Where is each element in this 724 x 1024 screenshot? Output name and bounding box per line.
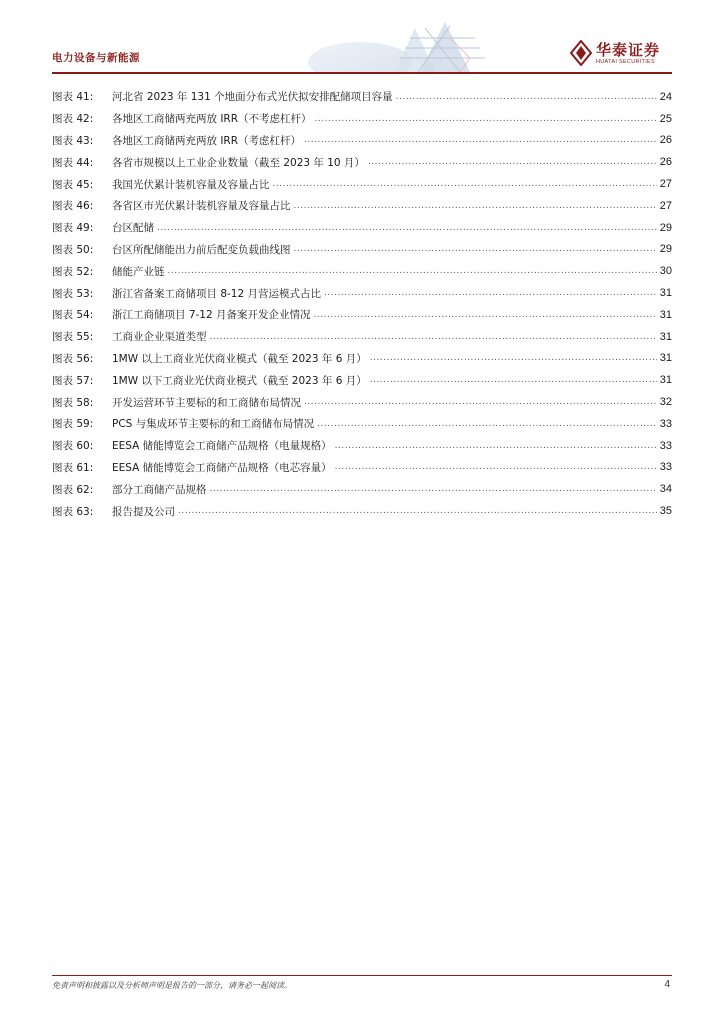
toc-entry-title: 部分工商储产品规格 (112, 483, 207, 496)
toc-leader-dots (335, 441, 657, 451)
toc-leader-dots (168, 266, 657, 276)
toc-entry[interactable] (52, 195, 672, 217)
toc-entry-label: 图表 62: (52, 483, 94, 496)
toc-leader-dots (157, 223, 657, 233)
toc-entry-title: 各省区市光伏累计装机容量及容量占比 (112, 200, 291, 213)
toc-leader-dots (315, 114, 657, 124)
toc-entry-label: 图表 54: (52, 309, 94, 322)
toc-entry-label: 图表 55: (52, 331, 94, 344)
toc-entry-label: 图表 43: (52, 134, 94, 147)
section-title: 电力设备与新能源 (52, 52, 140, 64)
toc-entry[interactable] (52, 478, 672, 500)
footer-divider (52, 975, 672, 976)
toc-entry-page: 27 (659, 178, 672, 191)
page-header (0, 0, 724, 76)
toc-entry-label: 图表 52: (52, 265, 94, 278)
toc-leader-dots (370, 375, 657, 385)
toc-entry-page: 31 (659, 308, 672, 321)
toc-entry-title: 工商业企业渠道类型 (112, 331, 207, 344)
toc-entry-title: 1MW 以下工商业光伏商业模式（截至 2023 年 6 月） (112, 374, 367, 387)
toc-entry-page: 35 (659, 505, 672, 518)
toc-entry-label: 图表 56: (52, 352, 94, 365)
toc-entry-page: 33 (659, 417, 672, 430)
toc-entry-page: 31 (659, 352, 672, 365)
toc-entry-page: 27 (659, 199, 672, 212)
toc-entry-label: 图表 44: (52, 156, 94, 169)
toc-entry-title: 浙江工商储项目 7-12 月备案开发企业情况 (112, 309, 311, 322)
toc-entry-page: 26 (659, 156, 672, 169)
toc-entry[interactable] (52, 151, 672, 173)
toc-entry[interactable] (52, 217, 672, 239)
toc-entry-title: 储能产业链 (112, 265, 165, 278)
toc-entry-title: PCS 与集成环节主要标的和工商储布局情况 (112, 418, 315, 431)
toc-leader-dots (314, 310, 657, 320)
toc-entry-label: 图表 57: (52, 374, 94, 387)
toc-entry-label: 图表 58: (52, 396, 94, 409)
toc-entry[interactable] (52, 500, 672, 522)
toc-leader-dots (317, 419, 657, 429)
toc-entry-label: 图表 46: (52, 200, 94, 213)
toc-leader-dots (294, 201, 657, 211)
toc-entry-page: 33 (659, 439, 672, 452)
toc-entry-title: EESA 储能博览会工商储产品规格（电量规格） (112, 440, 332, 453)
toc-entry-label: 图表 41: (52, 91, 94, 104)
toc-entry-label: 图表 49: (52, 222, 94, 235)
toc-entry-title: 开发运营环节主要标的和工商储布局情况 (112, 396, 301, 409)
toc-entry[interactable] (52, 348, 672, 370)
toc-entry-page: 29 (659, 243, 672, 256)
toc-entry[interactable] (52, 435, 672, 457)
toc-leader-dots (210, 484, 657, 494)
toc-entry-title: 1MW 以上工商业光伏商业模式（截至 2023 年 6 月） (112, 352, 367, 365)
toc-leader-dots (304, 135, 657, 145)
toc-leader-dots (368, 157, 657, 167)
toc-entry-label: 图表 61: (52, 461, 94, 474)
toc-entry-page: 31 (659, 287, 672, 300)
toc-entry-page: 31 (659, 330, 672, 343)
toc-leader-dots (324, 288, 657, 298)
toc-entry-label: 图表 53: (52, 287, 94, 300)
toc-entry-title: EESA 储能博览会工商储产品规格（电芯容量） (112, 461, 332, 474)
toc-entry-page: 25 (659, 112, 672, 125)
brand-name: 华泰证券 (596, 41, 661, 59)
toc-entry[interactable] (52, 86, 672, 108)
toc-entry[interactable] (52, 173, 672, 195)
toc-entry-title: 各地区工商储两充两放 IRR（考虑杠杆） (112, 134, 302, 147)
toc-leader-dots (396, 92, 657, 102)
toc-entry-label: 图表 42: (52, 113, 94, 126)
toc-entry[interactable] (52, 260, 672, 282)
toc-entry[interactable] (52, 282, 672, 304)
toc-entry-label: 图表 63: (52, 505, 94, 518)
page-number: 4 (664, 979, 670, 990)
brand-logo (570, 38, 670, 70)
toc-entry[interactable] (52, 239, 672, 261)
toc-entry[interactable] (52, 304, 672, 326)
toc-leader-dots (370, 353, 657, 363)
toc-entry[interactable] (52, 369, 672, 391)
toc-entry-label: 图表 60: (52, 440, 94, 453)
toc-entry[interactable] (52, 457, 672, 479)
toc-leader-dots (304, 397, 657, 407)
header-divider (52, 72, 672, 74)
toc-entry-page: 29 (659, 221, 672, 234)
figure-list (52, 86, 672, 522)
toc-entry-title: 报告提及公司 (112, 505, 175, 518)
toc-entry[interactable] (52, 326, 672, 348)
toc-entry-page: 24 (659, 90, 672, 103)
toc-leader-dots (294, 244, 657, 254)
toc-entry-title: 我国光伏累计装机容量及容量占比 (112, 178, 270, 191)
toc-entry-page: 31 (659, 374, 672, 387)
toc-entry[interactable] (52, 391, 672, 413)
toc-entry-page: 32 (659, 396, 672, 409)
toc-entry-page: 33 (659, 461, 672, 474)
toc-entry-title: 台区配储 (112, 222, 154, 235)
toc-entry-title: 各地区工商储两充两放 IRR（不考虑杠杆） (112, 113, 312, 126)
toc-entry-title: 各省市规模以上工业企业数量（截至 2023 年 10 月） (112, 156, 365, 169)
toc-entry-page: 34 (659, 483, 672, 496)
footer-disclaimer: 免责声明和披露以及分析师声明是报告的一部分，请务必一起阅读。 (52, 981, 292, 990)
header-decoration-graphic (300, 18, 490, 72)
toc-leader-dots (273, 179, 657, 189)
toc-entry-title: 浙江省备案工商储项目 8-12 月营运模式占比 (112, 287, 322, 300)
toc-entry-label: 图表 45: (52, 178, 94, 191)
toc-entry-title: 河北省 2023 年 131 个地面分布式光伏拟安排配储项目容量 (112, 91, 393, 104)
toc-entry-page: 30 (659, 265, 672, 278)
toc-entry-title: 台区所配储能出力前后配变负载曲线图 (112, 243, 291, 256)
toc-entry-label: 图表 50: (52, 243, 94, 256)
brand-subtitle: HUATAI SECURITIES (596, 59, 655, 65)
toc-entry[interactable] (52, 130, 672, 152)
toc-entry-page: 26 (659, 134, 672, 147)
toc-entry-label: 图表 59: (52, 418, 94, 431)
toc-leader-dots (178, 506, 657, 516)
toc-leader-dots (335, 462, 657, 472)
toc-entry[interactable] (52, 413, 672, 435)
toc-entry[interactable] (52, 108, 672, 130)
toc-leader-dots (210, 332, 657, 342)
huatai-logo-icon (570, 40, 592, 66)
